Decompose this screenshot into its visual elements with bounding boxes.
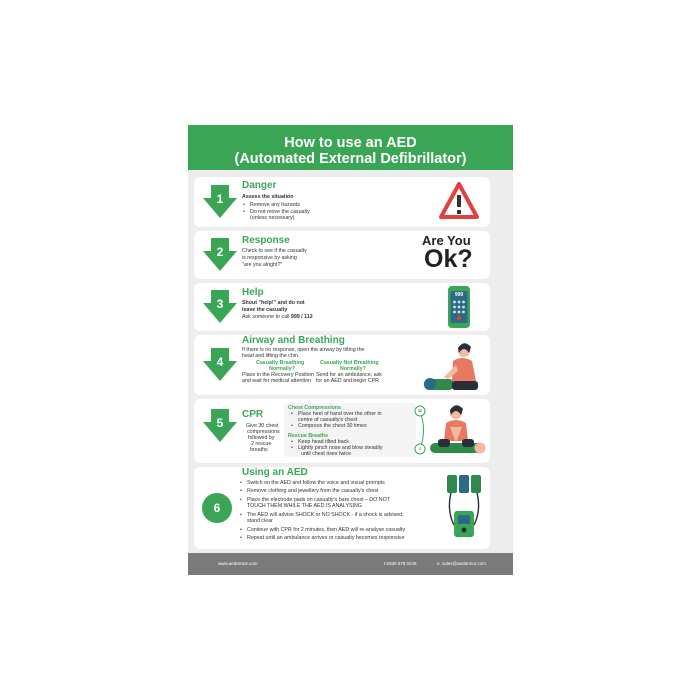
step-text: "are you alright?"	[242, 262, 283, 268]
call-instruction	[242, 314, 313, 320]
aed-bullet: • The AED will advise SHOCK or NO SHOCK - if a shock is advised,	[247, 512, 404, 518]
cpr-cycle-icon	[413, 405, 427, 455]
step-bold-text: Shout "help!" and do not	[242, 300, 305, 306]
col1-title: Normally?	[269, 366, 295, 372]
step-subheading: Assess the situation	[242, 194, 294, 200]
compression-bullet-cont: centre of casualty's chest	[298, 417, 358, 423]
step-card-danger	[194, 177, 490, 227]
aed-bullet: • Remove clothing and jewellery from the casualty's chest	[247, 488, 378, 494]
cpr-summary: Give 30 chest	[246, 423, 279, 429]
col1-title: Casualty Breathing	[256, 360, 305, 366]
step-card-cpr	[194, 399, 490, 463]
compressions-title: Chest Compressions	[288, 405, 341, 411]
col2-title: Casualty Not Breathing	[320, 360, 379, 366]
step-card-using-aed	[194, 467, 490, 549]
are-you-ok-line1: Are You	[422, 233, 471, 248]
footer-email: e. sales@aedarmor.com	[437, 561, 486, 566]
aed-bullet-cont: TOUCH THEM WHILE THE AED IS ANALYSING	[247, 503, 362, 509]
step-text: is responsive by asking	[242, 255, 297, 261]
step-text: head and lifting the chin.	[242, 353, 300, 359]
cpr-summary: 2 rescue	[251, 441, 272, 447]
rescue-breaths-title: Rescue Breaths	[288, 433, 329, 439]
col2-title: Normally?	[340, 366, 366, 372]
step-number: 4	[216, 355, 224, 369]
cycle-breaths-count: 2	[418, 446, 422, 451]
aed-bullet: • Repeat until an ambulance arrives or casualty becomes responsive	[247, 535, 405, 541]
aed-poster	[188, 125, 513, 575]
step-bullet: • Do not move the casualty	[250, 209, 310, 215]
step-card-airway	[194, 335, 490, 395]
step-bold-text: leave the casualty	[242, 307, 288, 313]
emergency-number: 999 / 112	[290, 314, 313, 320]
step-bullet: • Remove any hazards	[250, 202, 300, 208]
step-text: Check to see if the casualty	[242, 248, 307, 254]
step-card-help	[194, 283, 490, 331]
phone-screen-text: 999	[454, 292, 464, 298]
compression-bullet: • Place heel of hand over the other in	[298, 411, 382, 417]
aed-bullet-cont: stand clear	[247, 518, 273, 524]
col1-text: and wait for medical attention	[242, 378, 311, 384]
step-heading: Response	[242, 235, 290, 246]
step-number: 6	[213, 501, 221, 515]
cpr-person-icon	[428, 403, 488, 459]
warning-triangle-icon	[438, 181, 480, 221]
poster-footer	[188, 553, 513, 575]
step-number: 1	[216, 192, 224, 206]
aed-bullet: • Continue with CPR for 2 minutes, then AED will re-analyse casualty	[247, 527, 405, 533]
down-arrow-icon	[202, 290, 238, 324]
step-heading: Danger	[242, 180, 277, 191]
step-number: 3	[216, 297, 224, 311]
cpr-summary: compressions	[247, 429, 280, 435]
step-text: If there is no response, open the airway by tilting the	[242, 347, 365, 353]
col2-text: Send for an ambulance, ask	[316, 372, 382, 378]
col2-text: for an AED and begin CPR	[316, 378, 380, 384]
compression-bullet: • Compress the chest 30 times	[298, 423, 367, 429]
cpr-summary: followed by	[248, 435, 275, 441]
rescue-bullet: • Keep head tilted back	[298, 439, 349, 445]
airway-check-person-icon	[422, 339, 486, 393]
step-number: 5	[216, 416, 224, 430]
rescue-bullet-cont: until chest rises twice	[301, 451, 352, 457]
step-heading: CPR	[242, 409, 264, 420]
aed-bullet: • Switch on the AED and follow the voice and visual prompts	[247, 480, 385, 486]
step-number: 2	[216, 245, 224, 259]
step-card-response	[194, 231, 490, 279]
aed-bullet: • Place the electrode pads on casualty's bare chest – DO NOT	[247, 497, 390, 503]
step-heading: Using an AED	[242, 467, 308, 478]
step-number-circle	[202, 493, 232, 523]
call-prefix: Ask someone to call	[242, 314, 291, 320]
aed-device-icon	[444, 475, 484, 543]
down-arrow-icon	[202, 238, 238, 272]
down-arrow-icon	[202, 185, 238, 219]
are-you-ok-line2: Ok?	[424, 245, 473, 273]
footer-phone: t.0330 678 0246	[384, 561, 417, 566]
down-arrow-icon	[202, 348, 238, 382]
cpr-summary: breaths	[250, 447, 268, 453]
poster-title-line1: How to use an AED	[284, 135, 417, 151]
step-heading: Help	[242, 287, 264, 298]
cycle-compressions-count: 30	[417, 408, 423, 413]
footer-website: www.aedarmor.com	[218, 561, 258, 566]
poster-header	[188, 125, 513, 170]
col1-text: Place in the Recovery Position	[242, 372, 314, 378]
down-arrow-icon	[202, 409, 238, 443]
step-bullet-cont: (unless necessary)	[250, 215, 295, 221]
step-heading: Airway and Breathing	[242, 335, 345, 346]
phone-icon	[447, 285, 471, 329]
poster-title-line2: (Automated External Defibrillator)	[234, 151, 467, 167]
rescue-bullet: • Lightly pinch nose and blow steadily	[298, 445, 383, 451]
